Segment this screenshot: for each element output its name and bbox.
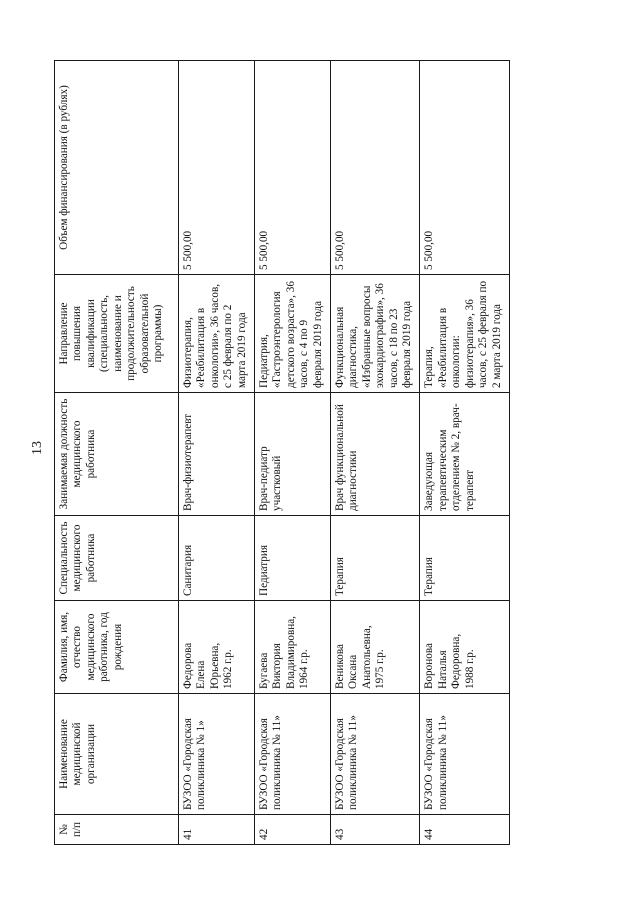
row-full-name: Веникова Оксана Анатольевна, 1975 г.р. (330, 601, 420, 694)
row-number: 42 (254, 815, 330, 845)
row-funding-amount: 5 500,00 (420, 61, 510, 275)
row-organization: БУЗОО «Городская поликлиника № 11» (330, 694, 420, 815)
training-table (54, 60, 510, 845)
row-number: 44 (420, 815, 510, 845)
table-header (55, 61, 179, 845)
row-organization: БУЗОО «Городская поликлиника № 11» (420, 694, 510, 815)
page-number: 13 (30, 441, 45, 455)
row-specialty: Терапия (420, 516, 510, 601)
row-funding-amount: 5 500,00 (179, 61, 255, 275)
table-row (179, 61, 255, 845)
row-organization: БУЗОО «Городская поликлиника № 1» (179, 694, 255, 815)
header-specialty: Специальность медицинского работника (55, 516, 179, 601)
row-specialty: Педиатрия (254, 516, 330, 601)
row-position: Заведующая терапевтическим отделением № 2, врач-терапевт (420, 393, 510, 516)
table-row (330, 61, 420, 845)
header-organization: Наименование медицинской организации (55, 694, 179, 815)
header-full-name: Фамилия, имя, отчество медицинского работника, год рождения (55, 601, 179, 694)
row-full-name: Воронова Наталья Федоровна, 1988 г.р. (420, 601, 510, 694)
row-number: 41 (179, 815, 255, 845)
row-funding-amount: 5 500,00 (254, 61, 330, 275)
header-training-direction: Направление повышения квалификации (специальность, наименование и продолжительность образовательной программы) (55, 275, 179, 393)
header-funding-amount: Объем финансирования (в рублях) (55, 61, 179, 275)
row-full-name: Бугаева Виктория Владимировна, 1964 г.р. (254, 601, 330, 694)
row-training-direction: Педиатрия, «Гастроэнтерология детского возраста», 36 часов, с 4 по 9 февраля 2019 года (254, 275, 330, 393)
table-body (179, 61, 510, 845)
table-row (420, 61, 510, 845)
row-training-direction: Физиотерапия, «Реабилитация в онкологии», 36 часов, с 25 февраля по 2 марта 2019 года (179, 275, 255, 393)
header-row (55, 61, 179, 845)
row-specialty: Терапия (330, 516, 420, 601)
row-full-name: Федорова Елена Юрьевна, 1962 г.р. (179, 601, 255, 694)
table-row (254, 61, 330, 845)
row-position: Врач-физиотерапевт (179, 393, 255, 516)
row-organization: БУЗОО «Городская поликлиника № 11» (254, 694, 330, 815)
row-specialty: Санитария (179, 516, 255, 601)
header-position: Занимаемая должность медицинского работника (55, 393, 179, 516)
row-training-direction: Терапия, «Реабилитация в онкологии: физиотерапия», 36 часов, с 25 февраля по 2 марта 2019 года (420, 275, 510, 393)
row-position: Врач-педиатр участковый (254, 393, 330, 516)
row-funding-amount: 5 500,00 (330, 61, 420, 275)
header-number: № п/п (55, 815, 179, 845)
row-training-direction: Функциональная диагностика, «Избранные вопросы эхокардиографии», 36 часов, с 18 по 23 февраля 2019 года (330, 275, 420, 393)
row-number: 43 (330, 815, 420, 845)
row-position: Врач функциональной диагностики (330, 393, 420, 516)
